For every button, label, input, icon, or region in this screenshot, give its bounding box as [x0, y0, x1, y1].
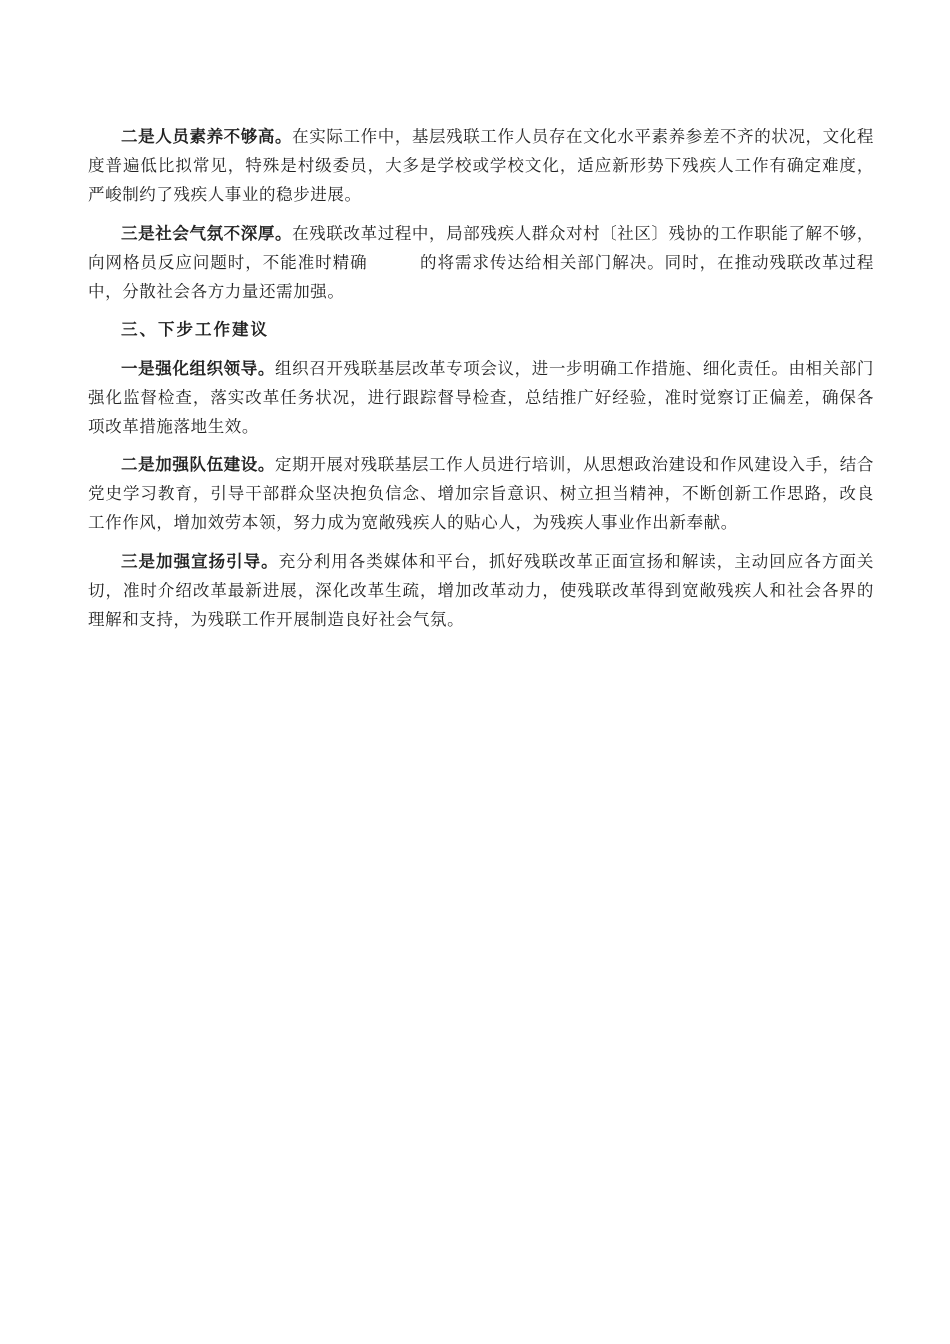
suggestion-organization	[88, 354, 874, 441]
suggestion-publicity	[88, 547, 874, 634]
suggestion-lead: 三是加强宣扬引导。	[121, 551, 279, 571]
paragraph-social-atmosphere	[88, 219, 874, 306]
paragraph-staff-quality	[88, 122, 874, 209]
suggestion-lead: 二是加强队伍建设。	[121, 455, 276, 474]
paragraph-lead: 二是人员素养不够高。	[121, 127, 293, 146]
suggestion-lead: 一是强化组织领导。	[121, 358, 276, 378]
paragraph-body: 在残联改革过程中，局部残疾人群众对村〔社区〕残协的工作职能了解不够，向网格员反应问题时，不能准时精确 的将需求传达给相关部门解决。同时，在推动残联改革过程中，分散社会各方力量还需加强。	[88, 223, 874, 301]
paragraph-body: 在实际工作中，基层残联工作人员存在文化水平素养参差不齐的状况，文化程度普遍低比拟常见，特殊是村级委员，大多是学校或学校文化，适应新形势下残疾人工作有确定难度，严峻制约了残疾人事业的稳步进展。	[88, 127, 874, 204]
document-page	[88, 122, 874, 643]
suggestion-team-building	[88, 450, 874, 537]
section-heading: 三、下步工作建议	[121, 320, 269, 339]
suggestion-body: 组织召开残联基层改革专项会议，进一步明确工作措施、细化责任。由相关部门强化监督检查，落实改革任务状况，进行跟踪督导检查，总结推广好经验，准时觉察订正偏差，确保各项改革措施落地生效。	[88, 358, 875, 436]
suggestion-body: 充分利用各类媒体和平台，抓好残联改革正面宣扬和解读，主动回应各方面关切，准时介绍改革最新进展，深化改革生疏，增加改革动力，使残联改革得到宽敞残疾人和社会各界的理解和支持，为残联工作开展制造良好社会气氛。	[88, 551, 875, 629]
suggestion-body: 定期开展对残联基层工作人员进行培训，从思想政治建设和作风建设入手，结合党史学习教育，引导干部群众坚决抱负信念、增加宗旨意识、树立担当精神，不断创新工作思路，改良工作作风，增加效劳本领，努力成为宽敞残疾人的贴心人，为残疾人事业作出新奉献。	[88, 455, 875, 532]
paragraph-lead: 三是社会气氛不深厚。	[121, 223, 293, 243]
